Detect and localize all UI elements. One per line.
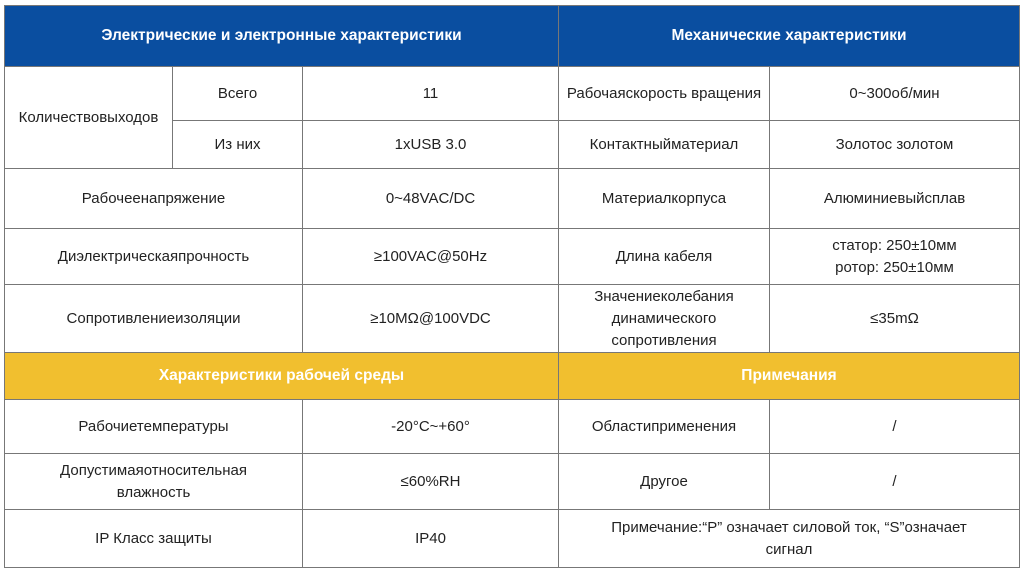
table-row [5, 229, 1020, 285]
table-row [5, 400, 1020, 454]
fluctuation-label [559, 285, 770, 353]
humidity-label-line2: влажность [116, 483, 191, 501]
application-label: Областиприменения [559, 400, 770, 454]
voltage-value: 0~48VAC/DC [303, 169, 559, 229]
table-row [5, 67, 1020, 121]
other-label: Другое [559, 454, 770, 510]
table-row [5, 510, 1020, 568]
speed-value: 0~300об/мин [770, 67, 1020, 121]
dielectric-label: Диэлектрическаяпрочность [5, 229, 303, 285]
remark-line2: сигнал [765, 540, 813, 558]
contact-value: Золотос золотом [770, 121, 1020, 169]
other-value: / [770, 454, 1020, 510]
fluctuation-label-line1: Значениеколебания [594, 287, 734, 305]
fluctuation-value: ≤35mΩ [770, 285, 1020, 353]
insulation-value: ≥10MΩ@100VDC [303, 285, 559, 353]
temp-value: -20°C~+60° [303, 400, 559, 454]
environment-header: Характеристики рабочей среды [5, 353, 559, 400]
table-row [5, 454, 1020, 510]
remark-cell [559, 510, 1020, 568]
housing-value: Алюминиевыйсплав [770, 169, 1020, 229]
ip-value: IP40 [303, 510, 559, 568]
humidity-label-line1: Допустимаяотносительная [60, 461, 247, 479]
header-row-top [5, 6, 1020, 67]
electrical-header: Электрические и электронные характеристики [5, 6, 559, 67]
table-row [5, 169, 1020, 229]
notes-header: Примечания [559, 353, 1020, 400]
total-label: Всего [173, 67, 303, 121]
housing-label: Материалкорпуса [559, 169, 770, 229]
outputs-label: Количествовыходов [5, 67, 173, 169]
voltage-label: Рабочеенапряжение [5, 169, 303, 229]
humidity-label [5, 454, 303, 510]
cable-stator: статор: 250±10мм [832, 236, 957, 254]
cable-value [770, 229, 1020, 285]
humidity-value: ≤60%RH [303, 454, 559, 510]
insulation-label: Сопротивлениеизоляции [5, 285, 303, 353]
cable-label: Длина кабеля [559, 229, 770, 285]
spec-table [4, 5, 1020, 568]
remark-line1: Примечание:“P” означает силовой ток, “S”означает [611, 518, 967, 536]
total-value: 11 [303, 67, 559, 121]
spec-table-container [4, 5, 1019, 568]
table-row [5, 285, 1020, 353]
contact-label: Контактныйматериал [559, 121, 770, 169]
ip-label: IP Класс защиты [5, 510, 303, 568]
header-row-bottom [5, 353, 1020, 400]
fluctuation-label-line3: сопротивления [611, 331, 717, 349]
temp-label: Рабочиетемпературы [5, 400, 303, 454]
speed-label: Рабочаяскорость вращения [559, 67, 770, 121]
mechanical-header: Механические характеристики [559, 6, 1020, 67]
application-value: / [770, 400, 1020, 454]
fluctuation-label-line2: динамического [611, 309, 717, 327]
of-which-value: 1xUSB 3.0 [303, 121, 559, 169]
of-which-label: Из них [173, 121, 303, 169]
cable-rotor: ротор: 250±10мм [835, 258, 954, 276]
dielectric-value: ≥100VAC@50Hz [303, 229, 559, 285]
